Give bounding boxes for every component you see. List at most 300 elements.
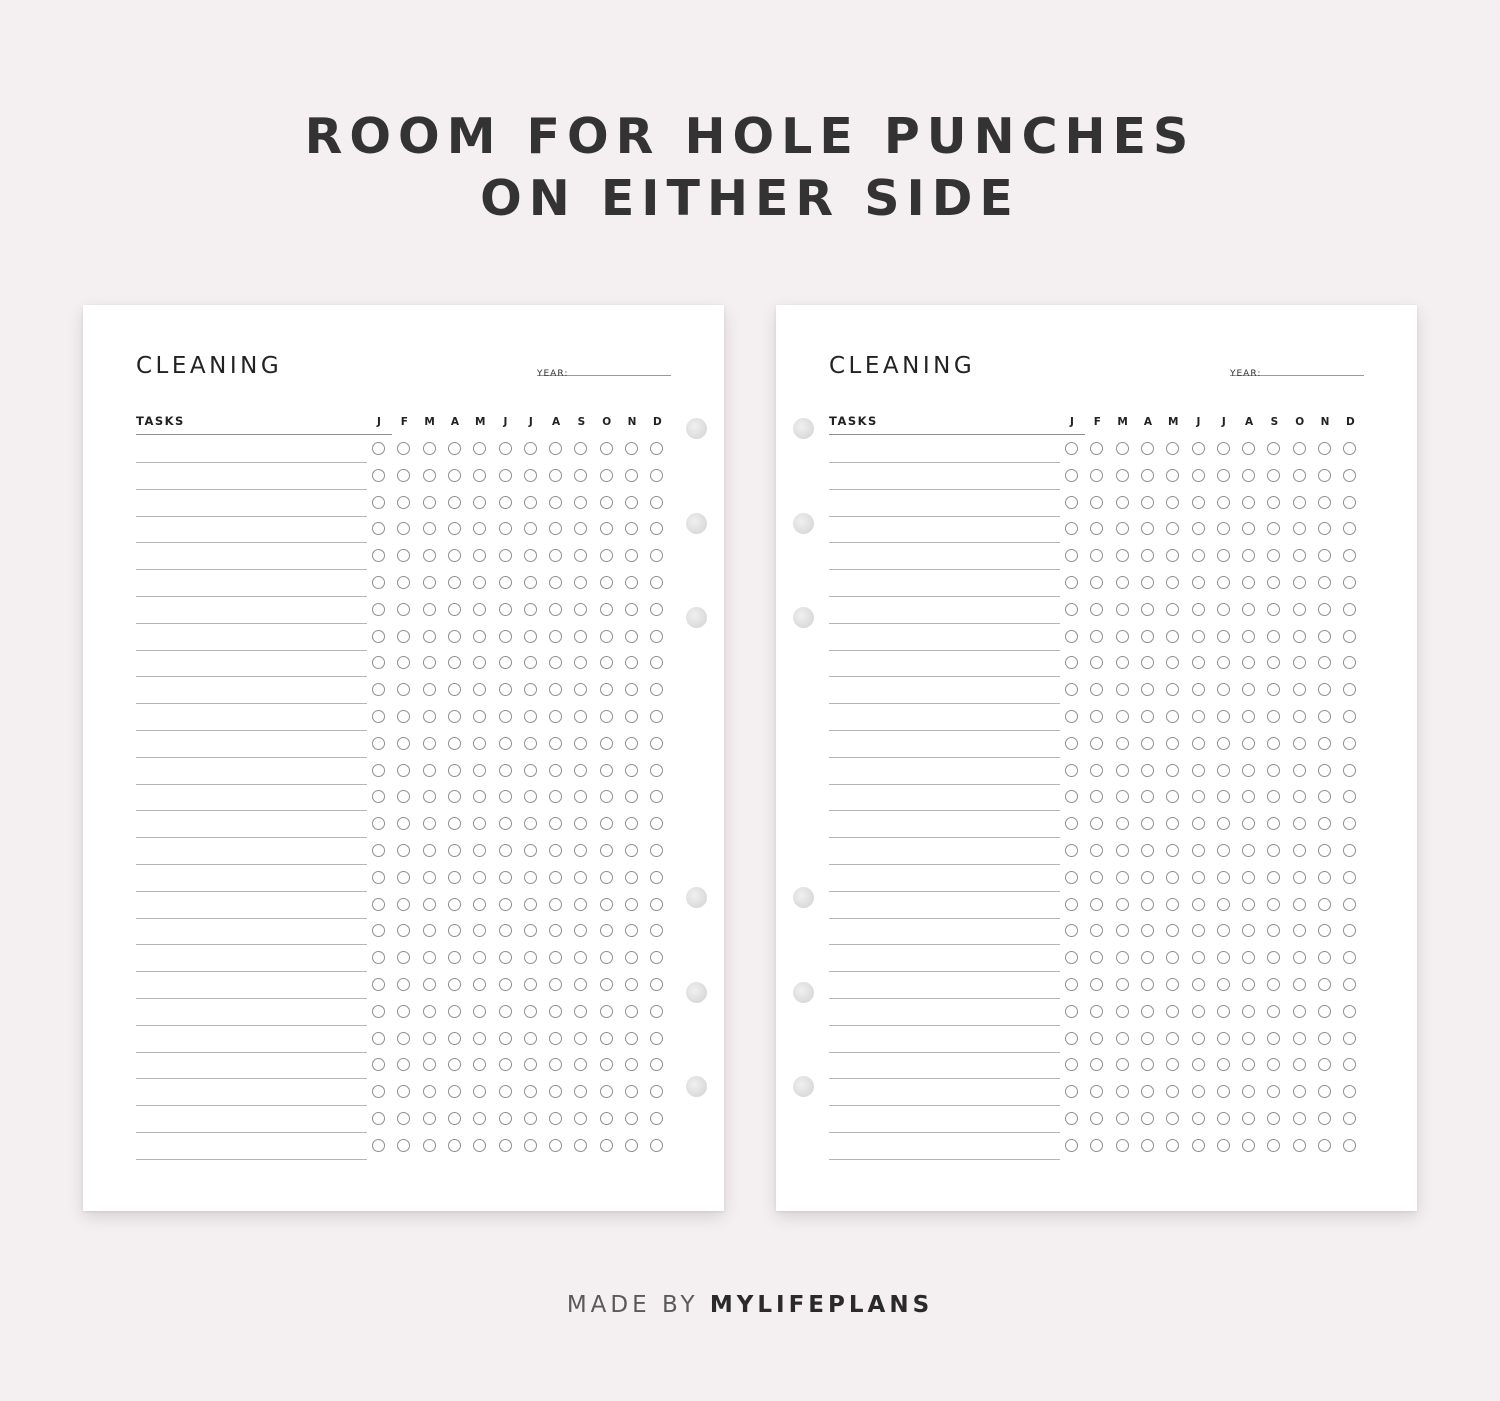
- task-line[interactable]: [136, 784, 367, 785]
- month-checkbox[interactable]: [1318, 469, 1331, 482]
- month-checkbox[interactable]: [1293, 683, 1306, 696]
- month-checkbox[interactable]: [423, 442, 436, 455]
- month-checkbox[interactable]: [372, 576, 385, 589]
- month-checkbox[interactable]: [1065, 630, 1078, 643]
- month-checkbox[interactable]: [1267, 1058, 1280, 1071]
- month-checkbox[interactable]: [1192, 603, 1205, 616]
- month-checkbox[interactable]: [1065, 764, 1078, 777]
- month-checkbox[interactable]: [1192, 442, 1205, 455]
- month-checkbox[interactable]: [1242, 630, 1255, 643]
- month-checkbox[interactable]: [1217, 603, 1230, 616]
- month-checkbox[interactable]: [1293, 549, 1306, 562]
- month-checkbox[interactable]: [448, 1139, 461, 1152]
- month-checkbox[interactable]: [1090, 522, 1103, 535]
- month-checkbox[interactable]: [524, 710, 537, 723]
- month-checkbox[interactable]: [473, 1032, 486, 1045]
- month-checkbox[interactable]: [448, 924, 461, 937]
- month-checkbox[interactable]: [1293, 603, 1306, 616]
- month-checkbox[interactable]: [549, 1005, 562, 1018]
- month-checkbox[interactable]: [650, 764, 663, 777]
- month-checkbox[interactable]: [1242, 844, 1255, 857]
- month-checkbox[interactable]: [1318, 603, 1331, 616]
- month-checkbox[interactable]: [1090, 978, 1103, 991]
- month-checkbox[interactable]: [397, 1058, 410, 1071]
- month-checkbox[interactable]: [473, 683, 486, 696]
- month-checkbox[interactable]: [499, 1032, 512, 1045]
- task-line[interactable]: [136, 757, 367, 758]
- month-checkbox[interactable]: [549, 630, 562, 643]
- month-checkbox[interactable]: [1293, 978, 1306, 991]
- month-checkbox[interactable]: [574, 1085, 587, 1098]
- month-checkbox[interactable]: [650, 603, 663, 616]
- month-checkbox[interactable]: [600, 496, 613, 509]
- month-checkbox[interactable]: [524, 1112, 537, 1125]
- month-checkbox[interactable]: [1065, 951, 1078, 964]
- month-checkbox[interactable]: [1116, 764, 1129, 777]
- month-checkbox[interactable]: [1065, 683, 1078, 696]
- month-checkbox[interactable]: [448, 844, 461, 857]
- month-checkbox[interactable]: [1166, 790, 1179, 803]
- task-line[interactable]: [829, 489, 1060, 490]
- month-checkbox[interactable]: [473, 978, 486, 991]
- month-checkbox[interactable]: [1293, 790, 1306, 803]
- month-checkbox[interactable]: [1343, 1085, 1356, 1098]
- month-checkbox[interactable]: [549, 576, 562, 589]
- month-checkbox[interactable]: [1116, 1032, 1129, 1045]
- month-checkbox[interactable]: [600, 737, 613, 750]
- month-checkbox[interactable]: [473, 898, 486, 911]
- month-checkbox[interactable]: [448, 817, 461, 830]
- month-checkbox[interactable]: [625, 656, 638, 669]
- month-checkbox[interactable]: [1242, 469, 1255, 482]
- month-checkbox[interactable]: [574, 1032, 587, 1045]
- month-checkbox[interactable]: [423, 871, 436, 884]
- month-checkbox[interactable]: [650, 710, 663, 723]
- month-checkbox[interactable]: [372, 978, 385, 991]
- month-checkbox[interactable]: [650, 951, 663, 964]
- task-line[interactable]: [829, 1132, 1060, 1133]
- month-checkbox[interactable]: [1343, 576, 1356, 589]
- month-checkbox[interactable]: [549, 924, 562, 937]
- month-checkbox[interactable]: [1116, 871, 1129, 884]
- task-line[interactable]: [136, 1159, 367, 1160]
- month-checkbox[interactable]: [1242, 1058, 1255, 1071]
- month-checkbox[interactable]: [1242, 817, 1255, 830]
- month-checkbox[interactable]: [524, 951, 537, 964]
- month-checkbox[interactable]: [1116, 1005, 1129, 1018]
- month-checkbox[interactable]: [1141, 1032, 1154, 1045]
- month-checkbox[interactable]: [1343, 683, 1356, 696]
- month-checkbox[interactable]: [448, 469, 461, 482]
- task-line[interactable]: [136, 623, 367, 624]
- month-checkbox[interactable]: [448, 656, 461, 669]
- month-checkbox[interactable]: [1065, 978, 1078, 991]
- month-checkbox[interactable]: [1217, 817, 1230, 830]
- month-checkbox[interactable]: [524, 603, 537, 616]
- month-checkbox[interactable]: [1090, 549, 1103, 562]
- month-checkbox[interactable]: [1192, 764, 1205, 777]
- month-checkbox[interactable]: [1116, 710, 1129, 723]
- month-checkbox[interactable]: [1343, 710, 1356, 723]
- month-checkbox[interactable]: [1318, 683, 1331, 696]
- month-checkbox[interactable]: [1116, 817, 1129, 830]
- month-checkbox[interactable]: [625, 442, 638, 455]
- month-checkbox[interactable]: [1192, 978, 1205, 991]
- month-checkbox[interactable]: [1242, 1005, 1255, 1018]
- month-checkbox[interactable]: [372, 1032, 385, 1045]
- month-checkbox[interactable]: [1318, 710, 1331, 723]
- month-checkbox[interactable]: [625, 576, 638, 589]
- month-checkbox[interactable]: [372, 844, 385, 857]
- month-checkbox[interactable]: [1318, 1139, 1331, 1152]
- month-checkbox[interactable]: [524, 496, 537, 509]
- month-checkbox[interactable]: [423, 603, 436, 616]
- month-checkbox[interactable]: [650, 469, 663, 482]
- month-checkbox[interactable]: [1116, 898, 1129, 911]
- month-checkbox[interactable]: [1217, 898, 1230, 911]
- month-checkbox[interactable]: [1192, 683, 1205, 696]
- task-line[interactable]: [136, 703, 367, 704]
- month-checkbox[interactable]: [1318, 576, 1331, 589]
- month-checkbox[interactable]: [1318, 1112, 1331, 1125]
- month-checkbox[interactable]: [473, 496, 486, 509]
- month-checkbox[interactable]: [1318, 817, 1331, 830]
- month-checkbox[interactable]: [1090, 442, 1103, 455]
- month-checkbox[interactable]: [448, 1112, 461, 1125]
- month-checkbox[interactable]: [1293, 442, 1306, 455]
- month-checkbox[interactable]: [372, 1005, 385, 1018]
- month-checkbox[interactable]: [372, 737, 385, 750]
- month-checkbox[interactable]: [1065, 924, 1078, 937]
- task-line[interactable]: [829, 918, 1060, 919]
- month-checkbox[interactable]: [1267, 951, 1280, 964]
- month-checkbox[interactable]: [574, 790, 587, 803]
- month-checkbox[interactable]: [499, 496, 512, 509]
- month-checkbox[interactable]: [524, 924, 537, 937]
- month-checkbox[interactable]: [1242, 1139, 1255, 1152]
- month-checkbox[interactable]: [1090, 469, 1103, 482]
- month-checkbox[interactable]: [423, 576, 436, 589]
- month-checkbox[interactable]: [1116, 924, 1129, 937]
- month-checkbox[interactable]: [1065, 710, 1078, 723]
- month-checkbox[interactable]: [549, 549, 562, 562]
- month-checkbox[interactable]: [1090, 496, 1103, 509]
- month-checkbox[interactable]: [1293, 924, 1306, 937]
- month-checkbox[interactable]: [1116, 549, 1129, 562]
- task-line[interactable]: [829, 1025, 1060, 1026]
- month-checkbox[interactable]: [1192, 898, 1205, 911]
- month-checkbox[interactable]: [524, 1032, 537, 1045]
- month-checkbox[interactable]: [625, 764, 638, 777]
- month-checkbox[interactable]: [549, 1058, 562, 1071]
- month-checkbox[interactable]: [1065, 603, 1078, 616]
- month-checkbox[interactable]: [1343, 1058, 1356, 1071]
- month-checkbox[interactable]: [1318, 496, 1331, 509]
- month-checkbox[interactable]: [524, 737, 537, 750]
- month-checkbox[interactable]: [524, 1058, 537, 1071]
- month-checkbox[interactable]: [1166, 496, 1179, 509]
- month-checkbox[interactable]: [1065, 576, 1078, 589]
- month-checkbox[interactable]: [448, 951, 461, 964]
- month-checkbox[interactable]: [1166, 442, 1179, 455]
- month-checkbox[interactable]: [448, 496, 461, 509]
- month-checkbox[interactable]: [1267, 817, 1280, 830]
- month-checkbox[interactable]: [1065, 817, 1078, 830]
- month-checkbox[interactable]: [1192, 1112, 1205, 1125]
- month-checkbox[interactable]: [499, 656, 512, 669]
- month-checkbox[interactable]: [625, 1032, 638, 1045]
- month-checkbox[interactable]: [372, 1058, 385, 1071]
- month-checkbox[interactable]: [473, 1085, 486, 1098]
- month-checkbox[interactable]: [473, 442, 486, 455]
- month-checkbox[interactable]: [1242, 603, 1255, 616]
- month-checkbox[interactable]: [473, 1112, 486, 1125]
- month-checkbox[interactable]: [473, 844, 486, 857]
- month-checkbox[interactable]: [1116, 603, 1129, 616]
- month-checkbox[interactable]: [650, 817, 663, 830]
- month-checkbox[interactable]: [549, 790, 562, 803]
- month-checkbox[interactable]: [574, 549, 587, 562]
- month-checkbox[interactable]: [625, 549, 638, 562]
- month-checkbox[interactable]: [1090, 817, 1103, 830]
- month-checkbox[interactable]: [499, 1005, 512, 1018]
- month-checkbox[interactable]: [1065, 1085, 1078, 1098]
- month-checkbox[interactable]: [397, 844, 410, 857]
- month-checkbox[interactable]: [650, 496, 663, 509]
- month-checkbox[interactable]: [650, 630, 663, 643]
- month-checkbox[interactable]: [1141, 871, 1154, 884]
- month-checkbox[interactable]: [1267, 978, 1280, 991]
- month-checkbox[interactable]: [473, 1139, 486, 1152]
- month-checkbox[interactable]: [549, 1112, 562, 1125]
- month-checkbox[interactable]: [1293, 951, 1306, 964]
- month-checkbox[interactable]: [372, 924, 385, 937]
- month-checkbox[interactable]: [397, 871, 410, 884]
- task-line[interactable]: [136, 1025, 367, 1026]
- month-checkbox[interactable]: [1217, 656, 1230, 669]
- month-checkbox[interactable]: [473, 630, 486, 643]
- month-checkbox[interactable]: [1141, 790, 1154, 803]
- month-checkbox[interactable]: [397, 549, 410, 562]
- month-checkbox[interactable]: [448, 871, 461, 884]
- task-line[interactable]: [136, 1052, 367, 1053]
- month-checkbox[interactable]: [549, 951, 562, 964]
- month-checkbox[interactable]: [1217, 951, 1230, 964]
- month-checkbox[interactable]: [499, 1058, 512, 1071]
- month-checkbox[interactable]: [1267, 737, 1280, 750]
- task-line[interactable]: [136, 596, 367, 597]
- month-checkbox[interactable]: [1192, 817, 1205, 830]
- month-checkbox[interactable]: [448, 549, 461, 562]
- month-checkbox[interactable]: [1267, 496, 1280, 509]
- month-checkbox[interactable]: [600, 656, 613, 669]
- month-checkbox[interactable]: [1318, 844, 1331, 857]
- month-checkbox[interactable]: [448, 683, 461, 696]
- task-line[interactable]: [829, 864, 1060, 865]
- task-line[interactable]: [829, 596, 1060, 597]
- month-checkbox[interactable]: [600, 898, 613, 911]
- month-checkbox[interactable]: [1343, 978, 1356, 991]
- month-checkbox[interactable]: [372, 1112, 385, 1125]
- month-checkbox[interactable]: [397, 898, 410, 911]
- month-checkbox[interactable]: [1217, 1032, 1230, 1045]
- month-checkbox[interactable]: [423, 817, 436, 830]
- month-checkbox[interactable]: [1267, 898, 1280, 911]
- month-checkbox[interactable]: [1267, 683, 1280, 696]
- month-checkbox[interactable]: [1065, 790, 1078, 803]
- month-checkbox[interactable]: [397, 496, 410, 509]
- month-checkbox[interactable]: [1090, 951, 1103, 964]
- month-checkbox[interactable]: [1242, 1032, 1255, 1045]
- month-checkbox[interactable]: [1242, 442, 1255, 455]
- month-checkbox[interactable]: [1343, 898, 1356, 911]
- month-checkbox[interactable]: [1141, 764, 1154, 777]
- month-checkbox[interactable]: [600, 549, 613, 562]
- month-checkbox[interactable]: [600, 1112, 613, 1125]
- task-line[interactable]: [136, 918, 367, 919]
- task-line[interactable]: [136, 516, 367, 517]
- month-checkbox[interactable]: [1267, 522, 1280, 535]
- month-checkbox[interactable]: [372, 817, 385, 830]
- month-checkbox[interactable]: [600, 790, 613, 803]
- month-checkbox[interactable]: [397, 630, 410, 643]
- month-checkbox[interactable]: [1318, 442, 1331, 455]
- month-checkbox[interactable]: [372, 630, 385, 643]
- month-checkbox[interactable]: [473, 576, 486, 589]
- month-checkbox[interactable]: [1141, 710, 1154, 723]
- month-checkbox[interactable]: [1141, 1058, 1154, 1071]
- month-checkbox[interactable]: [625, 522, 638, 535]
- month-checkbox[interactable]: [650, 1085, 663, 1098]
- month-checkbox[interactable]: [473, 764, 486, 777]
- month-checkbox[interactable]: [423, 469, 436, 482]
- month-checkbox[interactable]: [600, 469, 613, 482]
- month-checkbox[interactable]: [524, 978, 537, 991]
- month-checkbox[interactable]: [1217, 764, 1230, 777]
- month-checkbox[interactable]: [473, 549, 486, 562]
- month-checkbox[interactable]: [549, 737, 562, 750]
- month-checkbox[interactable]: [1293, 764, 1306, 777]
- month-checkbox[interactable]: [1065, 522, 1078, 535]
- month-checkbox[interactable]: [1242, 683, 1255, 696]
- month-checkbox[interactable]: [1065, 496, 1078, 509]
- month-checkbox[interactable]: [423, 1112, 436, 1125]
- month-checkbox[interactable]: [1318, 630, 1331, 643]
- month-checkbox[interactable]: [473, 817, 486, 830]
- month-checkbox[interactable]: [1217, 522, 1230, 535]
- month-checkbox[interactable]: [1343, 496, 1356, 509]
- month-checkbox[interactable]: [1242, 764, 1255, 777]
- month-checkbox[interactable]: [625, 924, 638, 937]
- month-checkbox[interactable]: [524, 630, 537, 643]
- month-checkbox[interactable]: [1318, 656, 1331, 669]
- month-checkbox[interactable]: [1090, 656, 1103, 669]
- month-checkbox[interactable]: [1267, 710, 1280, 723]
- month-checkbox[interactable]: [1192, 737, 1205, 750]
- month-checkbox[interactable]: [1293, 710, 1306, 723]
- month-checkbox[interactable]: [650, 790, 663, 803]
- month-checkbox[interactable]: [423, 764, 436, 777]
- month-checkbox[interactable]: [1267, 630, 1280, 643]
- month-checkbox[interactable]: [423, 898, 436, 911]
- month-checkbox[interactable]: [574, 978, 587, 991]
- month-checkbox[interactable]: [625, 1085, 638, 1098]
- month-checkbox[interactable]: [499, 1112, 512, 1125]
- month-checkbox[interactable]: [625, 1005, 638, 1018]
- month-checkbox[interactable]: [1267, 924, 1280, 937]
- month-checkbox[interactable]: [1343, 790, 1356, 803]
- month-checkbox[interactable]: [1116, 576, 1129, 589]
- month-checkbox[interactable]: [448, 522, 461, 535]
- month-checkbox[interactable]: [1141, 630, 1154, 643]
- month-checkbox[interactable]: [1217, 469, 1230, 482]
- month-checkbox[interactable]: [600, 978, 613, 991]
- month-checkbox[interactable]: [549, 898, 562, 911]
- month-checkbox[interactable]: [1116, 656, 1129, 669]
- month-checkbox[interactable]: [1318, 1005, 1331, 1018]
- month-checkbox[interactable]: [1217, 576, 1230, 589]
- month-checkbox[interactable]: [1141, 1139, 1154, 1152]
- month-checkbox[interactable]: [1065, 898, 1078, 911]
- month-checkbox[interactable]: [1192, 924, 1205, 937]
- month-checkbox[interactable]: [1343, 522, 1356, 535]
- month-checkbox[interactable]: [1141, 1085, 1154, 1098]
- month-checkbox[interactable]: [372, 549, 385, 562]
- month-checkbox[interactable]: [1141, 978, 1154, 991]
- month-checkbox[interactable]: [524, 790, 537, 803]
- month-checkbox[interactable]: [1141, 603, 1154, 616]
- month-checkbox[interactable]: [1166, 1085, 1179, 1098]
- month-checkbox[interactable]: [625, 951, 638, 964]
- month-checkbox[interactable]: [524, 549, 537, 562]
- task-line[interactable]: [829, 1078, 1060, 1079]
- month-checkbox[interactable]: [423, 522, 436, 535]
- month-checkbox[interactable]: [1116, 442, 1129, 455]
- month-checkbox[interactable]: [1343, 603, 1356, 616]
- month-checkbox[interactable]: [625, 737, 638, 750]
- month-checkbox[interactable]: [1090, 710, 1103, 723]
- month-checkbox[interactable]: [549, 683, 562, 696]
- month-checkbox[interactable]: [524, 1005, 537, 1018]
- task-line[interactable]: [136, 569, 367, 570]
- month-checkbox[interactable]: [1116, 1139, 1129, 1152]
- month-checkbox[interactable]: [423, 549, 436, 562]
- month-checkbox[interactable]: [1090, 603, 1103, 616]
- month-checkbox[interactable]: [372, 898, 385, 911]
- month-checkbox[interactable]: [499, 737, 512, 750]
- month-checkbox[interactable]: [650, 683, 663, 696]
- month-checkbox[interactable]: [1090, 683, 1103, 696]
- month-checkbox[interactable]: [473, 656, 486, 669]
- month-checkbox[interactable]: [372, 522, 385, 535]
- month-checkbox[interactable]: [423, 1058, 436, 1071]
- month-checkbox[interactable]: [397, 1085, 410, 1098]
- month-checkbox[interactable]: [423, 630, 436, 643]
- month-checkbox[interactable]: [574, 764, 587, 777]
- month-checkbox[interactable]: [600, 871, 613, 884]
- task-line[interactable]: [136, 810, 367, 811]
- month-checkbox[interactable]: [1116, 469, 1129, 482]
- month-checkbox[interactable]: [1116, 522, 1129, 535]
- month-checkbox[interactable]: [1116, 790, 1129, 803]
- month-checkbox[interactable]: [1141, 1112, 1154, 1125]
- month-checkbox[interactable]: [1192, 522, 1205, 535]
- month-checkbox[interactable]: [1267, 871, 1280, 884]
- month-checkbox[interactable]: [372, 871, 385, 884]
- month-checkbox[interactable]: [1090, 790, 1103, 803]
- task-line[interactable]: [829, 971, 1060, 972]
- month-checkbox[interactable]: [574, 1112, 587, 1125]
